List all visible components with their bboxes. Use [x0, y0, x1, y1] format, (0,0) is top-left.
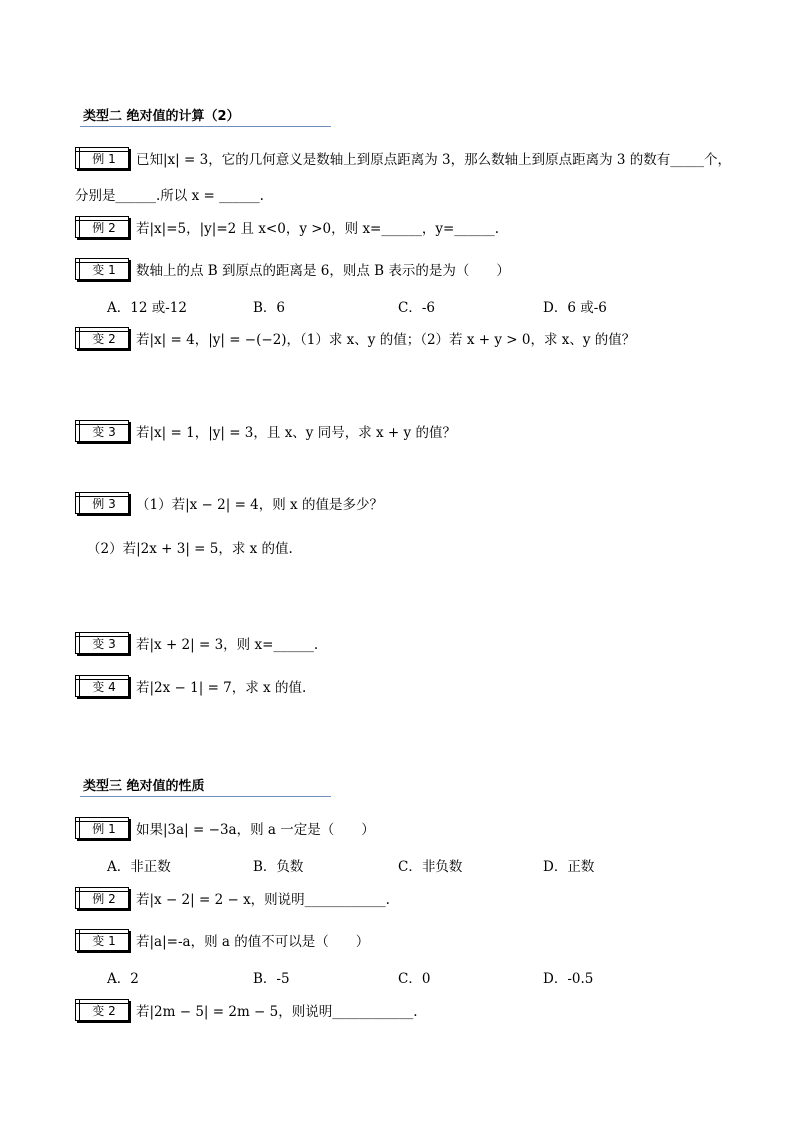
- section-title: 类型二 绝对值的计算（2）: [83, 109, 240, 124]
- question-text-continued: 分别是______.所以 x = ______.: [75, 188, 264, 204]
- question-text: 若|2x − 1| = 7，求 x 的值.: [136, 680, 307, 696]
- option-d: D．6 或-6: [543, 300, 607, 316]
- option-c: C．非负数: [398, 859, 463, 875]
- question-variant-3b: [75, 631, 318, 655]
- section-header-type-3: [80, 778, 331, 797]
- question-example-1: [75, 146, 731, 170]
- question-text: 如果|3a| = −3a，则 a 一定是（ ）: [136, 822, 375, 838]
- question-tag: 变 3: [75, 420, 129, 442]
- question-tag: 变 1: [75, 929, 129, 951]
- answer-options: [0, 296, 794, 316]
- question-variant-2: [75, 326, 635, 350]
- question-text: 若|x| = 4，|y| = −(−2)，（1）求 x、y 的值；（2）若 x + y > 0，求 x、y 的值？: [136, 332, 636, 348]
- question-example-3: [75, 491, 383, 515]
- option-b: B．-5: [253, 971, 290, 987]
- question-tag: 变 2: [75, 327, 129, 349]
- question-text: （1）若|x − 2| = 4，则 x 的值是多少？: [136, 497, 383, 513]
- question-text: 若|x − 2| = 2 − x，则说明____________.: [136, 892, 390, 908]
- answer-options: [0, 855, 794, 875]
- answer-options: [0, 967, 794, 987]
- question-tag: 例 2: [75, 216, 129, 238]
- question-variant-3: [75, 419, 456, 443]
- question-example-2: [75, 215, 499, 239]
- option-c: C．-6: [398, 300, 435, 316]
- question-tag: 例 3: [75, 492, 129, 514]
- option-a: A．非正数: [107, 859, 171, 875]
- question-text: 若|x + 2| = 3，则 x=______.: [136, 637, 319, 653]
- question-tag: 例 1: [75, 147, 129, 169]
- question-text: 若|x|=5，|y|=2 且 x<0，y >0，则 x=______，y=______.: [136, 221, 500, 237]
- question-text: 已知|x| = 3，它的几何意义是数轴上到原点距离为 3，那么数轴上到原点距离为 3 的数有_____个，: [136, 152, 731, 168]
- option-c: C．0: [398, 971, 431, 987]
- option-d: D．正数: [543, 859, 595, 875]
- section-title: 类型三 绝对值的性质: [83, 779, 205, 794]
- question-tag: 例 1: [75, 817, 129, 839]
- section-header-type-2: [80, 108, 331, 127]
- question-variant-4: [75, 674, 306, 698]
- question-example-1b: [75, 816, 375, 840]
- option-a: A．12 或-12: [107, 300, 187, 316]
- question-text: 数轴上的点 B 到原点的距离是 6，则点 B 表示的是为（ ）: [136, 263, 510, 279]
- option-a: A．2: [107, 971, 139, 987]
- question-subpart: （2）若|2x + 3| = 5，求 x 的值.: [87, 541, 293, 557]
- option-b: B．6: [253, 300, 286, 316]
- question-tag: 变 3: [75, 632, 129, 654]
- option-d: D．-0.5: [543, 971, 594, 987]
- question-text: 若|a|=-a，则 a 的值不可以是（ ）: [136, 934, 370, 950]
- question-text: 若|2m − 5| = 2m − 5，则说明____________.: [136, 1004, 418, 1020]
- question-variant-1b: [75, 928, 369, 952]
- question-tag: 例 2: [75, 887, 129, 909]
- question-tag: 变 1: [75, 258, 129, 280]
- question-tag: 变 2: [75, 999, 129, 1021]
- question-text: 若|x| = 1，|y| = 3，且 x、y 同号，求 x + y 的值？: [136, 425, 456, 441]
- question-example-2b: [75, 886, 390, 910]
- option-b: B．负数: [253, 859, 304, 875]
- question-variant-1: [75, 257, 510, 281]
- question-variant-2b: [75, 998, 418, 1022]
- question-tag: 变 4: [75, 675, 129, 697]
